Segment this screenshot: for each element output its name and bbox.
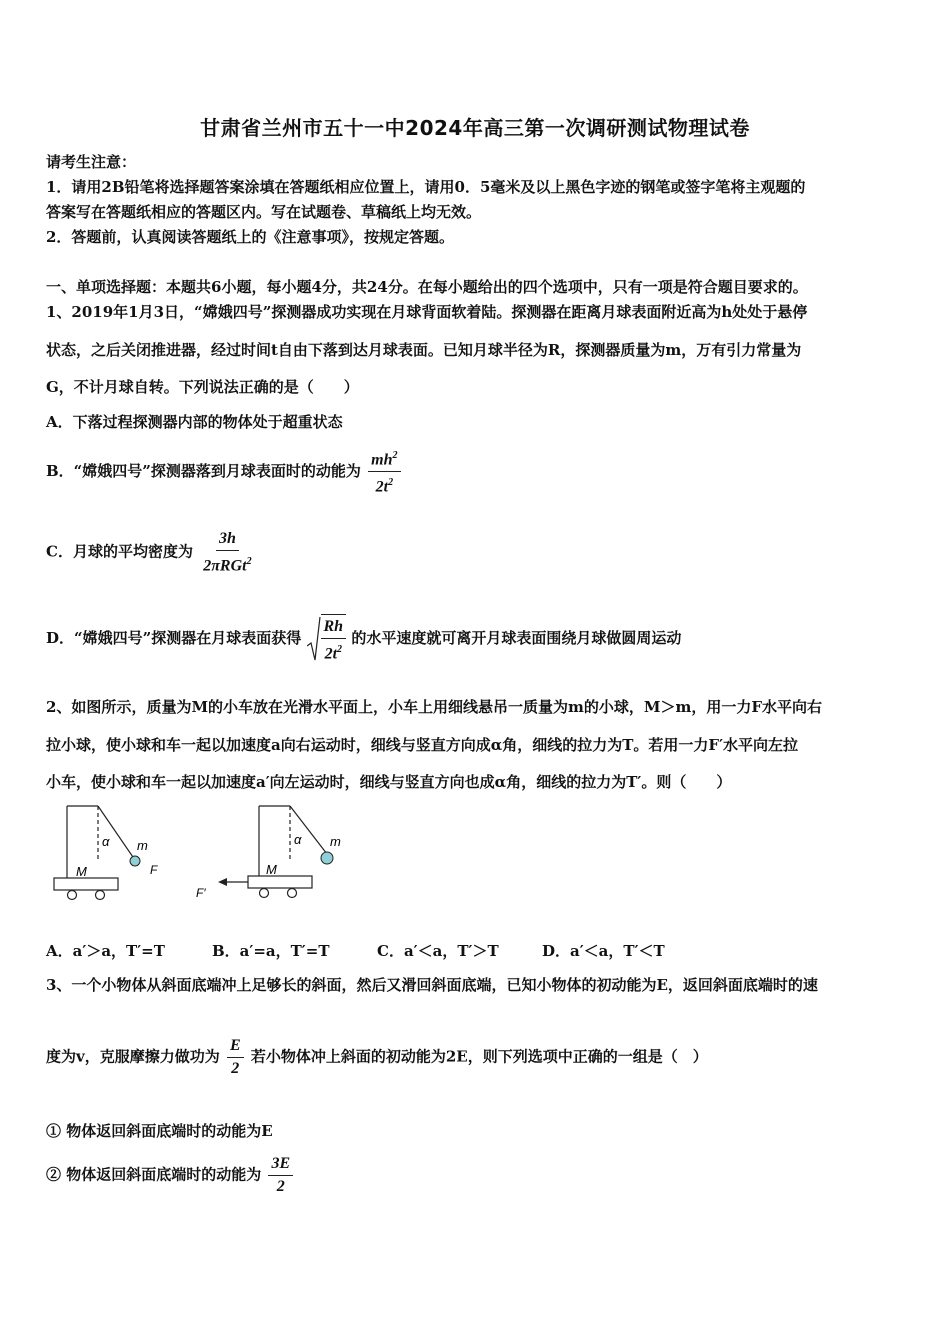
- fig-M-left: M: [76, 864, 87, 879]
- q1-option-d: [46, 614, 681, 664]
- q1-line-1: 1、2019年1月3日，“嫦娥四号”探测器成功实现在月球背面软着陆。探测器在距离月球表面附近高为h处处于悬停: [46, 303, 808, 321]
- q3-item-2-text: ② 物体返回斜面底端时的动能为: [46, 1165, 262, 1184]
- notice-line-1b: 答案写在答题纸相应的答题区内。写在试题卷、草稿纸上均无效。: [46, 203, 482, 221]
- cart-left: [54, 806, 158, 900]
- cart-right: [196, 806, 341, 900]
- q3-item-2: [46, 1154, 295, 1197]
- q1-option-d-text: D．“嫦娥四号”探测器在月球表面获得: [46, 629, 302, 648]
- q1-option-b-fraction: $\frac{mh^2}{2t^2}$: [368, 446, 400, 498]
- fig-alpha-left: α: [102, 834, 110, 849]
- fig-M-right: M: [266, 862, 277, 877]
- q2-line-3: 小车，使小球和车一起以加速度a′向左运动时，细线与竖直方向也成α角，细线的拉力为T′。则（ ）: [46, 773, 732, 791]
- arrow-left-icon: [218, 878, 227, 886]
- fig-alpha-right: α: [294, 832, 302, 847]
- q3-line-2-fraction: $\frac{E}{2}$: [227, 1036, 244, 1079]
- q3-line-1: 3、一个小物体从斜面底端冲上足够长的斜面，然后又滑回斜面底端，已知小物体的初动能为E，返回斜面底端时的速: [46, 976, 818, 994]
- q1-option-a: A．下落过程探测器内部的物体处于超重状态: [46, 413, 343, 431]
- fig-m-right: m: [330, 834, 341, 849]
- page-title: 甘肃省兰州市五十一中2024年高三第一次调研测试物理试卷: [200, 116, 750, 140]
- sqrt-icon: $\frac{Rh}{2t^2}$: [307, 614, 347, 664]
- q2-line-1: 2、如图所示，质量为M的小车放在光滑水平面上，小车上用细线悬吊一质量为m的小球，M＞m，用一力F水平向右: [46, 698, 823, 716]
- q1-line-2: 状态，之后关闭推进器，经过时间t自由下落到达月球表面。已知月球半径为R，探测器质量为m，万有引力常量为: [46, 341, 802, 359]
- q3-line-2: [46, 1036, 708, 1079]
- q1-option-b: [46, 446, 403, 498]
- q1-option-c: [46, 529, 257, 576]
- fig-F-left: F′: [196, 886, 206, 900]
- q1-line-3: G，不计月球自转。下列说法正确的是（ ）: [46, 378, 359, 396]
- notice-line-1a: 1．请用2B铅笔将选择题答案涂填在答题纸相应位置上，请用0．5毫米及以上黑色字迹的钢笔或签字笔将主观题的: [46, 178, 806, 196]
- q2-option-a: A．a′＞a，T′=T: [46, 942, 165, 960]
- fig-F-right: F: [150, 863, 158, 877]
- q2-option-d: D．a′＜a，T′＜T: [542, 942, 665, 960]
- notice-line-2: 2．答题前，认真阅读答题纸上的《注意事项》，按规定答题。: [46, 228, 454, 246]
- q3-item-1: ① 物体返回斜面底端时的动能为E: [46, 1122, 273, 1140]
- q2-option-b: B．a′=a，T′=T: [212, 942, 330, 960]
- q3-line-2-text: 度为v，克服摩擦力做功为: [46, 1047, 220, 1066]
- q2-option-c: C．a′＜a，T′＞T: [377, 942, 499, 960]
- q1-option-b-text: B．“嫦娥四号”探测器落到月球表面时的动能为: [46, 461, 361, 480]
- q2-line-2: 拉小球，使小球和车一起以加速度a向右运动时，细线与竖直方向成α角，细线的拉力为T。若用一力F′水平向左拉: [46, 736, 799, 754]
- q1-option-d-suffix: 的水平速度就可离开月球表面围绕月球做圆周运动: [351, 629, 682, 648]
- q1-option-c-fraction: $\frac{3h}{2\pi RGt^2}$: [203, 530, 252, 575]
- cart-pendulum-figure: [50, 802, 350, 906]
- q1-option-c-text: C．月球的平均密度为: [46, 542, 193, 561]
- section-heading: 一、单项选择题：本题共6小题，每小题4分，共24分。在每小题给出的四个选项中，只有一项是符合题目要求的。: [46, 278, 808, 296]
- notice-heading: 请考生注意：: [46, 153, 137, 171]
- fig-m-left: m: [137, 838, 148, 853]
- q3-item-2-fraction: $\frac{3E}{2}$: [268, 1154, 293, 1197]
- q3-line-2-suffix: 若小物体冲上斜面的初动能为2E，则下列选项中正确的一组是（ ）: [250, 1047, 708, 1066]
